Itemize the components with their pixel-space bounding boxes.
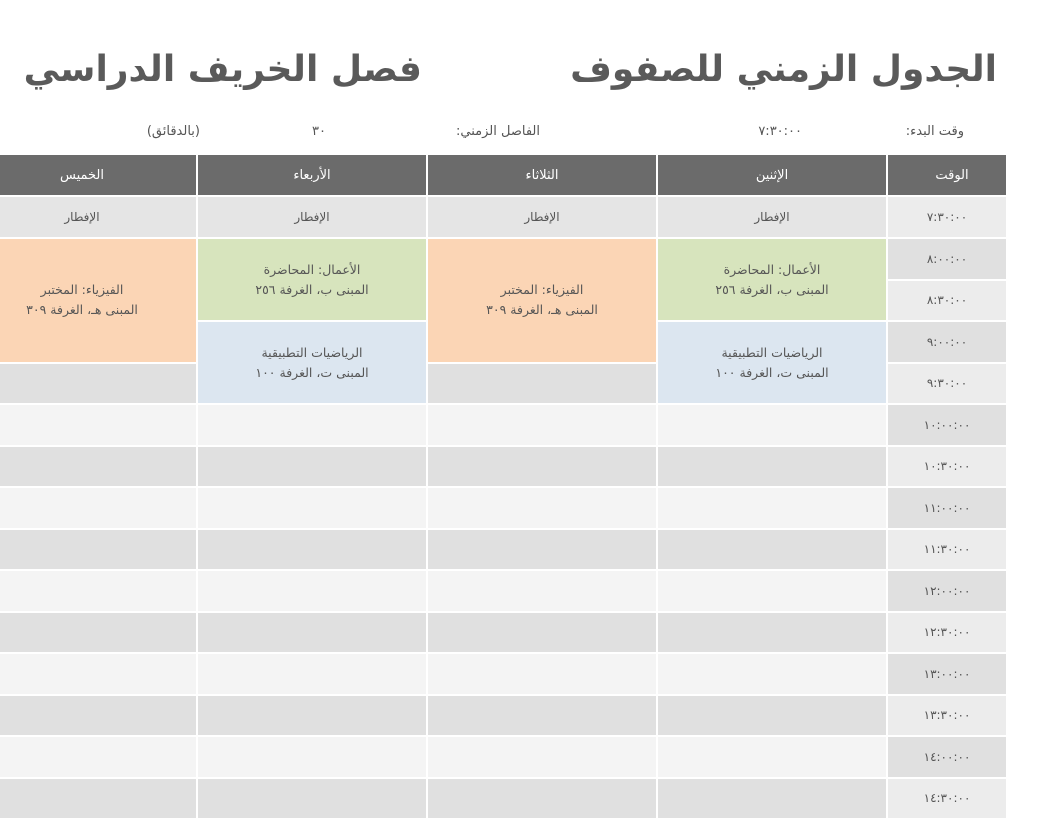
empty-slot[interactable] xyxy=(0,652,196,694)
empty-slot[interactable] xyxy=(0,694,196,736)
empty-slot[interactable] xyxy=(428,362,656,404)
empty-slot[interactable] xyxy=(658,403,886,445)
empty-slot[interactable] xyxy=(658,486,886,528)
time-cell: ١٢:٣٠:٠٠ xyxy=(888,611,1006,653)
empty-slot[interactable] xyxy=(658,445,886,487)
empty-slot[interactable] xyxy=(658,777,886,819)
class-title: الرياضيات التطبيقية xyxy=(721,344,823,360)
class-location: المبنى ب، الغرفة ٢٥٦ xyxy=(715,281,829,297)
empty-slot[interactable] xyxy=(198,403,426,445)
empty-slot[interactable] xyxy=(198,528,426,570)
empty-slot[interactable] xyxy=(0,486,196,528)
breakfast-cell[interactable]: الإفطار xyxy=(658,195,886,237)
empty-slot[interactable] xyxy=(658,611,886,653)
class-location: المبنى ب، الغرفة ٢٥٦ xyxy=(255,281,369,297)
empty-slot[interactable] xyxy=(428,569,656,611)
header-tuesday: الثلاثاء xyxy=(428,155,656,195)
empty-slot[interactable] xyxy=(198,445,426,487)
empty-slot[interactable] xyxy=(198,777,426,819)
empty-slot[interactable] xyxy=(658,569,886,611)
class-block-business[interactable] xyxy=(198,237,426,320)
class-location: المبنى ت، الغرفة ١٠٠ xyxy=(255,364,369,380)
empty-slot[interactable] xyxy=(0,528,196,570)
time-cell: ١٠:٠٠:٠٠ xyxy=(888,403,1006,445)
time-cell: ١٢:٠٠:٠٠ xyxy=(888,569,1006,611)
empty-slot[interactable] xyxy=(658,528,886,570)
time-cell: ٩:٣٠:٠٠ xyxy=(888,362,1006,404)
time-cell: ٨:٠٠:٠٠ xyxy=(888,237,1006,279)
class-location: المبنى هـ، الغرفة ٣٠٩ xyxy=(26,302,138,318)
empty-slot[interactable] xyxy=(0,403,196,445)
empty-slot[interactable] xyxy=(0,611,196,653)
empty-slot[interactable] xyxy=(0,735,196,777)
term-title: فصل الخريف الدراسي xyxy=(23,49,422,90)
time-cell: ١٤:٠٠:٠٠ xyxy=(888,735,1006,777)
empty-slot[interactable] xyxy=(428,403,656,445)
empty-slot[interactable] xyxy=(0,445,196,487)
empty-slot[interactable] xyxy=(428,528,656,570)
empty-slot[interactable] xyxy=(0,362,196,404)
empty-slot[interactable] xyxy=(198,486,426,528)
breakfast-cell[interactable]: الإفطار xyxy=(428,195,656,237)
empty-slot[interactable] xyxy=(198,694,426,736)
class-location: المبنى ت، الغرفة ١٠٠ xyxy=(715,364,829,380)
empty-slot[interactable] xyxy=(428,445,656,487)
class-block-physics[interactable] xyxy=(0,237,196,362)
class-location: المبنى هـ، الغرفة ٣٠٩ xyxy=(486,302,598,318)
empty-slot[interactable] xyxy=(0,777,196,819)
empty-slot[interactable] xyxy=(428,694,656,736)
interval-label: الفاصل الزمني: xyxy=(456,124,540,139)
class-title: الرياضيات التطبيقية xyxy=(261,344,363,360)
class-title: الفيزياء: المختبر xyxy=(500,282,584,298)
class-title: الأعمال: المحاضرة xyxy=(723,261,821,277)
class-title: الأعمال: المحاضرة xyxy=(263,261,361,277)
schedule-title: الجدول الزمني للصفوف xyxy=(570,49,997,90)
interval-value[interactable]: ٣٠ xyxy=(312,124,326,139)
time-cell: ١٠:٣٠:٠٠ xyxy=(888,445,1006,487)
time-cell: ٨:٣٠:٠٠ xyxy=(888,279,1006,321)
time-cell: ١٣:٣٠:٠٠ xyxy=(888,694,1006,736)
class-block-business[interactable] xyxy=(658,237,886,320)
empty-slot[interactable] xyxy=(658,652,886,694)
class-block-physics[interactable] xyxy=(428,237,656,362)
schedule-grid xyxy=(0,155,1006,835)
time-cell: ٧:٣٠:٠٠ xyxy=(888,195,1006,237)
empty-slot[interactable] xyxy=(198,611,426,653)
empty-slot[interactable] xyxy=(428,611,656,653)
breakfast-cell[interactable]: الإفطار xyxy=(0,195,196,237)
empty-slot[interactable] xyxy=(198,652,426,694)
time-cell: ١٤:٣٠:٠٠ xyxy=(888,777,1006,819)
empty-slot[interactable] xyxy=(428,777,656,819)
interval-unit: (بالدقائق) xyxy=(146,124,200,139)
empty-slot[interactable] xyxy=(0,569,196,611)
header-time: الوقت xyxy=(888,155,1006,195)
empty-slot[interactable] xyxy=(428,486,656,528)
class-block-math[interactable] xyxy=(658,320,886,403)
time-cell: ١١:٣٠:٠٠ xyxy=(888,528,1006,570)
time-cell: ١٣:٠٠:٠٠ xyxy=(888,652,1006,694)
empty-slot[interactable] xyxy=(428,652,656,694)
empty-slot[interactable] xyxy=(658,694,886,736)
empty-slot[interactable] xyxy=(658,735,886,777)
empty-slot[interactable] xyxy=(198,735,426,777)
time-cell: ٩:٠٠:٠٠ xyxy=(888,320,1006,362)
header-wednesday: الأربعاء xyxy=(198,155,426,195)
empty-slot[interactable] xyxy=(198,569,426,611)
header-thursday: الخميس xyxy=(0,155,196,195)
empty-slot[interactable] xyxy=(428,735,656,777)
time-cell: ١١:٠٠:٠٠ xyxy=(888,486,1006,528)
class-title: الفيزياء: المختبر xyxy=(40,282,124,298)
class-block-math[interactable] xyxy=(198,320,426,403)
start-time-value[interactable]: ٧:٣٠:٠٠ xyxy=(758,124,802,139)
breakfast-cell[interactable]: الإفطار xyxy=(198,195,426,237)
header-monday: الإثنين xyxy=(658,155,886,195)
start-time-label: وقت البدء: xyxy=(905,124,964,139)
